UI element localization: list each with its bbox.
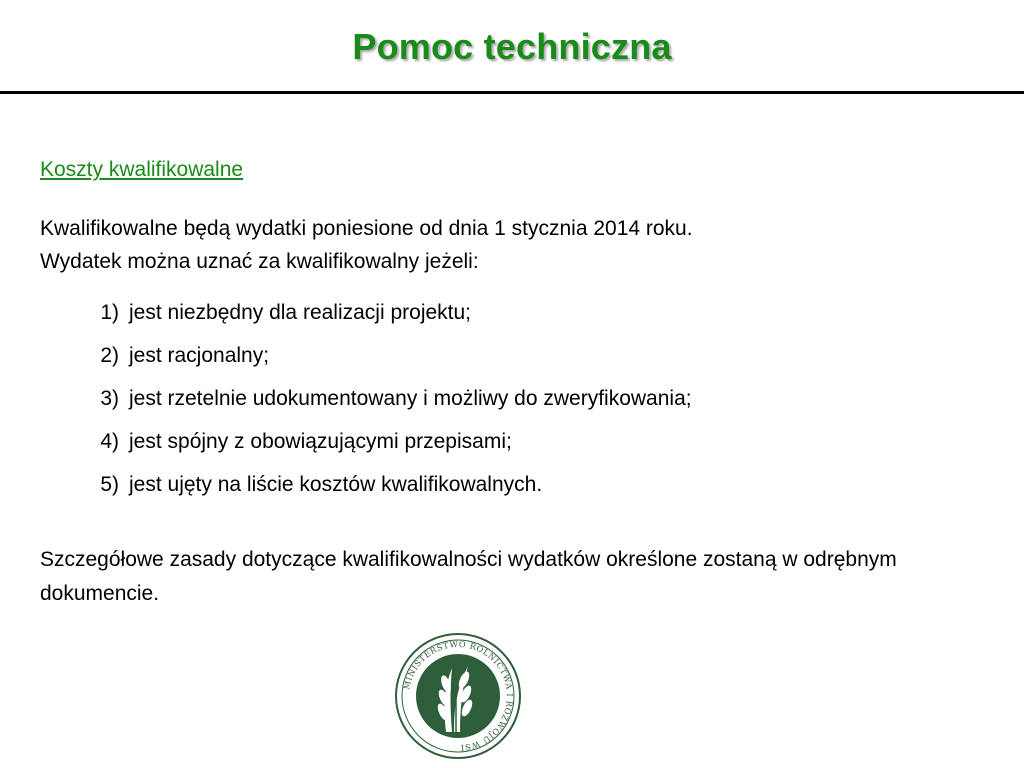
section-heading: Koszty kwalifikowalne: [40, 158, 244, 181]
intro-line-1: Kwalifikowalne będą wydatki poniesione od dnia 1 stycznia 2014 roku.: [40, 217, 693, 240]
intro-line-2: Wydatek można uznać za kwalifikowalny jeżeli:: [40, 250, 479, 273]
list-item-text: jest spójny z obowiązującymi przepisami;: [129, 430, 512, 453]
logo-ring-text: MINISTERSTWO ROLNICTWA I ROZWOJU WSI: [401, 638, 516, 753]
list-item: [40, 296, 980, 339]
wheat-emblem-icon: [394, 632, 522, 760]
list-item-number: 1): [100, 301, 119, 324]
closing-paragraph: Szczegółowe zasady dotyczące kwalifikowalności wydatków określone zostaną w odrębnym dokumencie.: [40, 548, 897, 605]
list-item-text: jest racjonalny;: [129, 344, 270, 367]
list-item-text: jest rzetelnie udokumentowany i możliwy do zweryfikowania;: [129, 387, 692, 410]
list-item-text: jest ujęty na liście kosztów kwalifikowalnych.: [129, 473, 543, 496]
intro-text: [40, 212, 980, 278]
list-item-number: 4): [100, 430, 119, 453]
list-item-number: 3): [100, 387, 119, 410]
slide-title: Pomoc techniczna: [352, 26, 672, 67]
title-divider: [0, 91, 1024, 94]
ministry-logo: [394, 632, 522, 760]
list-item: [40, 382, 980, 425]
list-item-text: jest niezbędny dla realizacji projektu;: [129, 301, 472, 324]
conditions-list: [40, 296, 980, 511]
list-item-number: 5): [100, 473, 119, 496]
list-item: [40, 425, 980, 468]
list-item: [40, 468, 980, 511]
list-item-number: 2): [100, 344, 119, 367]
list-item: [40, 339, 980, 382]
